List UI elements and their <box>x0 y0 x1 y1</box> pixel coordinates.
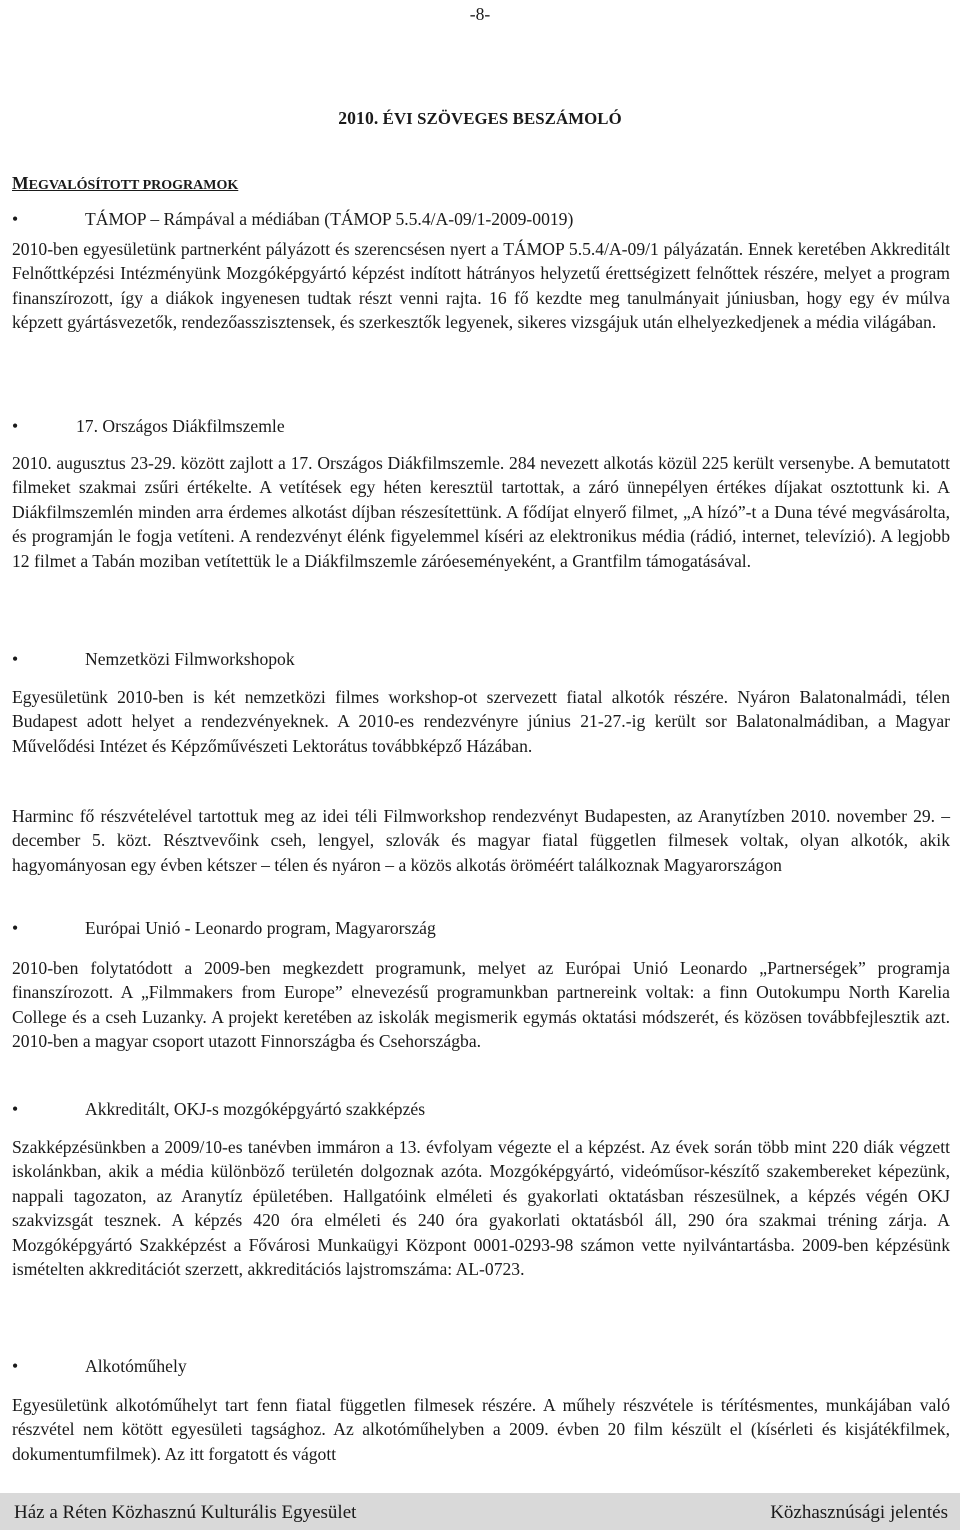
paragraph-szakkepzes: Szakképzésünkben a 2009/10-es tanévben immáron a 13. évfolyam végezte el a képzést. Az évek során több mint 220 diák végzett iskolánkban, akik a média különböző területén dolgoznak azóta. Mozgóképgyártó, videóműsor-készítő szakembereket képezünk, nappali tagozaton, az Aranytíz épületében. Hallgatóink elméleti és gyakorlati oktatásban részesülnek, a képzés végén OKJ szakvizsgát tesznek. A képzés 420 óra elméleti és 240 óra gyakorlati oktatásból áll, 290 óra szakmai tréning zárja. A Mozgóképgyártó Szakképzést a Fővárosi Munkaügyi Központ 0001-0293-98 számon vette nyilvántartásba. 2009-ben képzésünk ismételten akkreditációt szerzett, akkreditációs lajstromszáma: AL-0723. <box>12 1137 950 1280</box>
bullet-item-tamop <box>12 207 952 231</box>
document-title <box>0 106 960 131</box>
bullet-item-szakkepzes <box>12 1097 952 1121</box>
footer-organization: Ház a Réten Közhasznú Kulturális Egyesület <box>14 1502 357 1523</box>
bullet-item-diakfilmszemle <box>12 414 952 438</box>
bullet-heading: TÁMOP – Rámpával a médiában (TÁMOP 5.5.4/A-09/1-2009-0019) <box>85 209 574 229</box>
bullet-icon: • <box>12 918 19 938</box>
paragraph-filmworkshopok-2: Harminc fő részvételével tartottuk meg az idei téli Filmworkshop rendezvényt Budapesten, az Aranytízben 2010. november 29. – december 5. közt. Résztvevőink cseh, lengyel, szlovák és magyar fiatal független filmesek voltak, olyan alkotók, akik hagyományosan egy évben kétszer – télen és nyáron – a közös alkotás öröméért találkoznak Magyarországon <box>12 806 950 875</box>
paragraph-leonardo: 2010-ben folytatódott a 2009-ben megkezdett programunk, melyet az Európai Unió Leonardo „Partnerségek” programja finanszírozott. A „Filmmakers from Europe” elnevezésű programunkban partnereink voltak: a finn Outokumpu North Karelia College és a cseh Luzanky. A projekt keretében az iskolák megismerik egymás oktatási módszerét, és közösen továbbfejlesztik azt. 2010-ben a magyar csoport utazott Finnországba és Csehországba. <box>12 958 950 1052</box>
section-heading-initial: M <box>12 173 29 193</box>
bullet-heading: Alkotóműhely <box>85 1356 187 1376</box>
bullet-item-filmworkshopok <box>12 647 952 671</box>
paragraph-diakfilmszemle: 2010. augusztus 23-29. között zajlott a 17. Országos Diákfilmszemle. 284 nevezett alkotás közül 225 került versenybe. A bemutatott filmeket szakmai zsűri értékelte. A vetítések egy héten keresztül tartottak, a záró ünnepélyen értékes díjakat osztottunk ki. A Diákfilmszemlén minden arra érdemes alkotást díjban részesítettünk. A fődíjat elnyerő filmet, „A hízó”-t a Duna tévé megvásárolta, és programján le fogja vetíteni. A rendezvényt élénk figyelemmel kíséri az elektronikus média (rádió, internet, televízió). A legjobb 12 filmet a Tabán moziban vetítettük le a Diákfilmszemle záróeseményeként, a Grantfilm támogatásával. <box>12 453 950 571</box>
document-title-year: 2010. <box>338 108 379 128</box>
bullet-icon: • <box>12 209 19 229</box>
page-number: -8- <box>469 4 491 24</box>
bullet-heading: 17. Országos Diákfilmszemle <box>76 416 285 436</box>
document-title-text: ÉVI SZÖVEGES BESZÁMOLÓ <box>382 109 622 128</box>
paragraph-filmworkshopok-1: Egyesületünk 2010-ben is két nemzetközi filmes workshop-ot szervezett fiatal alkotók részére. Nyáron Balatonalmádi, télen Budapest adott helyet a rendezvényeknek. A 2010-es rendezvényre június 21-27.-ig került sor Balatonalmádiban, a Magyar Művelődési Intézet és Képzőművészeti Lektorátus továbbképző Házában. <box>12 687 950 756</box>
paragraph-alkotomuhely: Egyesületünk alkotóműhelyt tart fenn fiatal független filmesek részére. A műhely részvétele is térítésmentes, munkájában való részvétel nem kötött egyesületi tagsághoz. Az alkotóműhelyben a 2009. évben 20 film készült el (kísérleti és kisjátékfilmek, dokumentumfilmek). Az itt forgatott és vágott <box>12 1395 950 1464</box>
footer-report-type: Közhasznúsági jelentés <box>770 1502 948 1523</box>
bullet-item-alkotomuhely <box>12 1354 952 1378</box>
bullet-heading: Európai Unió - Leonardo program, Magyarország <box>85 918 436 938</box>
page-footer <box>0 1493 960 1530</box>
bullet-icon: • <box>12 1099 19 1119</box>
bullet-heading: Akkreditált, OKJ-s mozgóképgyártó szakképzés <box>85 1099 426 1119</box>
bullet-heading: Nemzetközi Filmworkshopok <box>85 649 295 669</box>
bullet-icon: • <box>12 649 19 669</box>
section-heading-rest: EGVALÓSÍTOTT PROGRAMOK <box>28 178 239 193</box>
paragraph-tamop: 2010-ben egyesületünk partnerként pályázott és szerencsésen nyert a TÁMOP 5.5.4/A-09/1 pályázatán. Ennek keretében Akkreditált Felnőttképzési Intézményünk Mozgóképgyártó képzést indított hátrányos helyzetű érettségizett felnőttek részére, melyet a program finanszírozott, így a diákok ingyenesen tudtak részt venni rajta. 16 fő kezdte meg tanulmányait júniusban, hogy egy év múlva képzett gyártásvezetők, rendezőasszisztensek, és szerkesztők legyenek, sikeres vizsgájuk után elhelyezkedjenek a média világában. <box>12 239 950 333</box>
bullet-icon: • <box>12 1356 19 1376</box>
bullet-icon: • <box>12 416 19 436</box>
bullet-item-leonardo <box>12 916 952 940</box>
section-heading <box>12 172 238 197</box>
